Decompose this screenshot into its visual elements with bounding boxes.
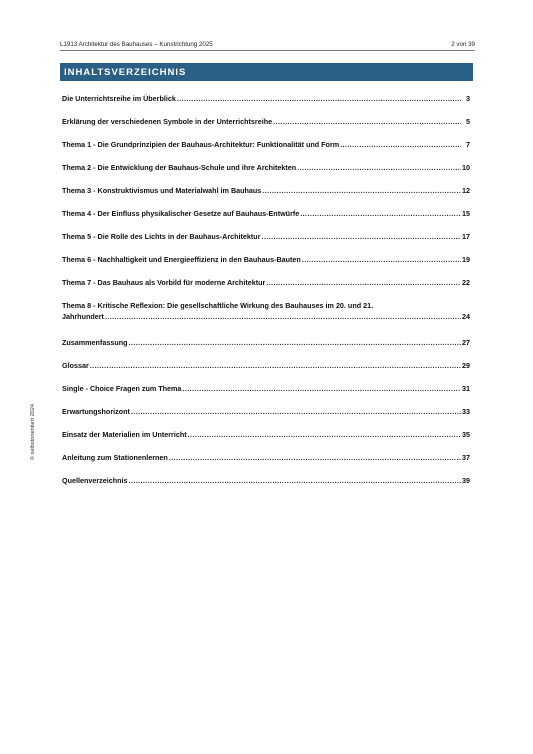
toc-entry-label: Thema 7 - Das Bauhaus als Vorbild für moderne Architektur <box>62 278 266 287</box>
dot-leader <box>262 230 462 244</box>
dot-leader <box>273 115 461 129</box>
toc-entry[interactable] <box>62 207 470 230</box>
toc-entry-page: 17 <box>462 232 470 241</box>
toc-entry[interactable] <box>62 428 470 451</box>
toc-entry-label-continued: Jahrhundert <box>62 312 104 321</box>
toc-entry-label: Quellenverzeichnis <box>62 476 128 485</box>
dot-leader <box>177 92 461 106</box>
toc-heading-text: INHALTSVERZEICHNIS <box>64 66 187 78</box>
dot-leader <box>90 359 461 373</box>
dot-leader <box>266 276 461 290</box>
toc-entry-label: Single - Choice Fragen zum Thema <box>62 384 182 393</box>
toc-entry-continuation <box>62 311 470 322</box>
toc-entry[interactable] <box>62 230 470 253</box>
toc-entry-label: Erklärung der verschiedenen Symbole in der Unterrichtsreihe <box>62 117 273 126</box>
toc-entry-page: 3 <box>466 94 470 103</box>
toc-entry-label: Anleitung zum Stationenlernen <box>62 453 168 462</box>
toc-entry-label: Erwartungshorizont <box>62 407 130 416</box>
dot-leader <box>182 382 461 396</box>
toc-entry-label: Einsatz der Materialien im Unterricht <box>62 430 187 439</box>
toc-entry-page: 27 <box>462 338 470 347</box>
toc-entry-label: Zusammenfassung <box>62 338 128 347</box>
toc-entry-page: 33 <box>462 407 470 416</box>
toc-entry-label: Thema 8 - Kritische Reflexion: Die gesellschaftliche Wirkung des Bauhauses im 20. und 21. <box>62 301 374 310</box>
toc-entry-label: Thema 4 - Der Einfluss physikalischer Gesetze auf Bauhaus-Entwürfe <box>62 209 300 218</box>
dot-leader <box>262 184 461 198</box>
toc-entry[interactable] <box>62 299 470 336</box>
toc-entry-label: Thema 2 - Die Entwicklung der Bauhaus-Schule und ihre Architekten <box>62 163 297 172</box>
toc-entry-label: Thema 1 - Die Grundprinzipien der Bauhaus-Architektur: Funktionalität und Form <box>62 140 340 149</box>
toc-entry[interactable] <box>62 359 470 382</box>
dot-leader <box>131 405 461 419</box>
toc-entry[interactable] <box>62 161 470 184</box>
copyright-note: © selbstorientiert 2024 <box>30 403 36 461</box>
toc-entry-page: 37 <box>462 453 470 462</box>
toc-entry-label: Thema 6 - Nachhaltigkeit und Energieeffizienz in den Bauhaus-Bauten <box>62 255 301 264</box>
toc-entry-page: 24 <box>462 312 470 321</box>
dot-leader <box>129 336 461 350</box>
document-title: L1913 Architektur des Bauhauses – Kunstrichtung 2025 <box>60 41 213 48</box>
toc-entry[interactable] <box>62 138 470 161</box>
table-of-contents <box>62 92 470 497</box>
toc-entry-page: 29 <box>462 361 470 370</box>
toc-entry[interactable] <box>62 276 470 299</box>
toc-entry[interactable] <box>62 474 470 497</box>
toc-entry-label: Thema 3 - Konstruktivismus und Materialwahl im Bauhaus <box>62 186 262 195</box>
page-number: 2 von 39 <box>451 41 475 48</box>
toc-entry-page: 7 <box>466 140 470 149</box>
toc-entry-label: Glossar <box>62 361 89 370</box>
toc-entry-label: Die Unterrichtsreihe im Überblick <box>62 94 176 103</box>
dot-leader <box>302 253 461 267</box>
toc-entry[interactable] <box>62 451 470 474</box>
dot-leader <box>105 311 461 322</box>
toc-entry-page: 15 <box>462 209 470 218</box>
dot-leader <box>300 207 461 221</box>
toc-entry-page: 10 <box>462 163 470 172</box>
toc-entry-page: 22 <box>462 278 470 287</box>
toc-entry[interactable] <box>62 336 470 359</box>
toc-entry-page: 31 <box>462 384 470 393</box>
toc-entry-page: 19 <box>462 255 470 264</box>
toc-entry-page: 35 <box>462 430 470 439</box>
toc-entry[interactable] <box>62 115 470 138</box>
toc-entry-page: 39 <box>462 476 470 485</box>
dot-leader <box>169 451 461 465</box>
dot-leader <box>129 474 461 488</box>
toc-entry[interactable] <box>62 184 470 207</box>
toc-entry-page: 12 <box>462 186 470 195</box>
toc-entry[interactable] <box>62 405 470 428</box>
toc-heading <box>60 63 473 81</box>
toc-entry[interactable] <box>62 253 470 276</box>
page-header <box>60 41 475 51</box>
dot-leader <box>340 138 461 152</box>
toc-entry[interactable] <box>62 382 470 405</box>
toc-entry[interactable] <box>62 92 470 115</box>
toc-entry-label: Thema 5 - Die Rolle des Lichts in der Bauhaus-Architektur <box>62 232 261 241</box>
dot-leader <box>297 161 461 175</box>
toc-entry-page: 5 <box>466 117 470 126</box>
dot-leader <box>188 428 461 442</box>
